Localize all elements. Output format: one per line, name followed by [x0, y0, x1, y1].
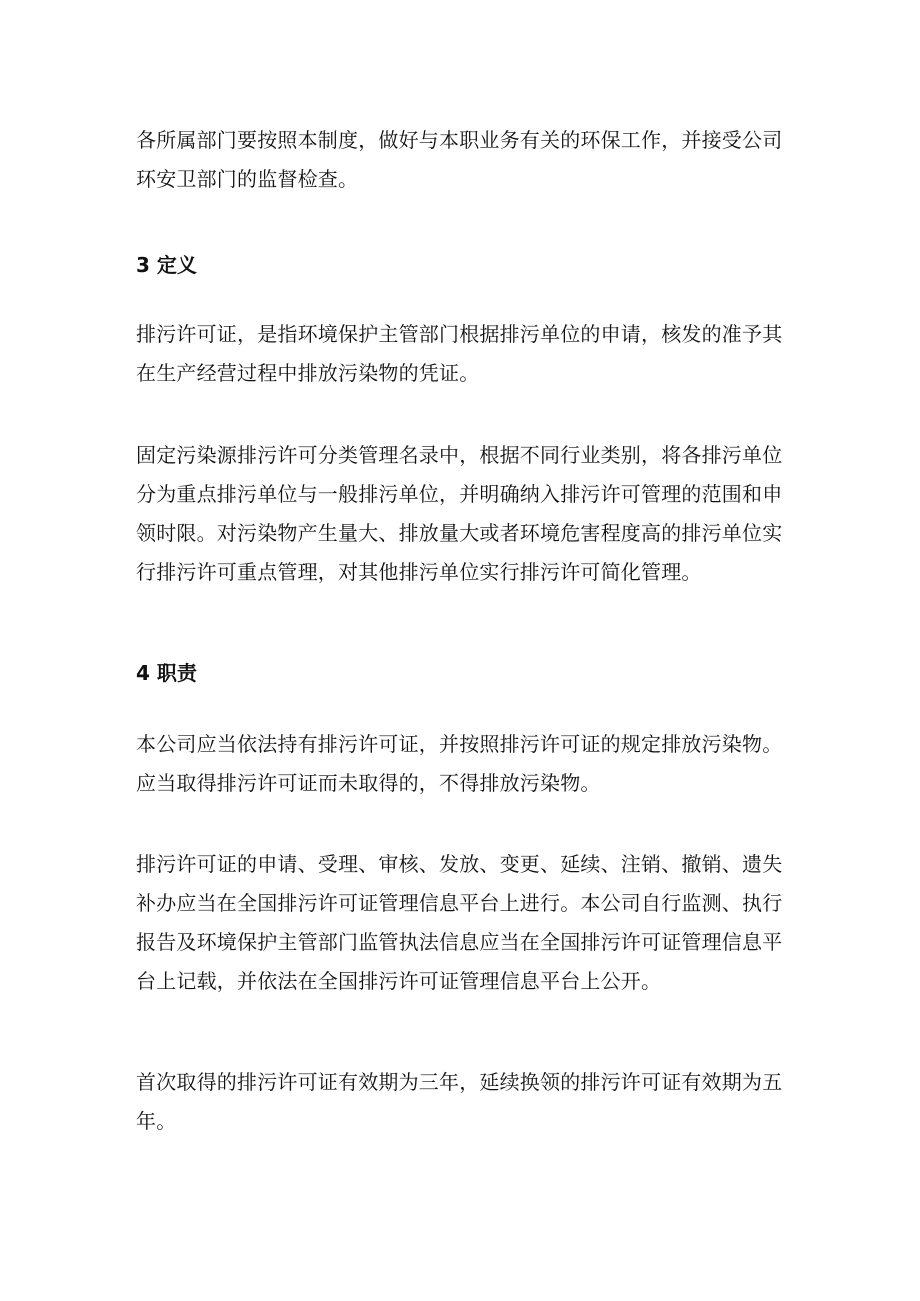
section-heading-duties: 4 职责	[136, 661, 197, 685]
section-heading-definitions: 3 定义	[136, 253, 197, 277]
paragraph-validity: 首次取得的排污许可证有效期为三年，延续换领的排污许可证有效期为五年。	[136, 1070, 783, 1133]
paragraph-hold-permit: 本公司应当依法持有排污许可证，并按照排污许可证的规定排放污染物。应当取得排污许可证而未取得的，不得排放污染物。	[136, 732, 783, 795]
paragraph-responsibility-departments: 各所属部门要按照本制度，做好与本职业务有关的环保工作，并接受公司环安卫部门的监督检查。	[136, 128, 783, 191]
paragraph-platform: 排污许可证的申请、受理、审核、发放、变更、延续、注销、撤销、遗失补办应当在全国排污许可证管理信息平台上进行。本公司自行监测、执行报告及环境保护主管部门监管执法信息应当在全国排污许可证管理信息平台上记载，并依法在全国排污许可证管理信息平台上公开。	[136, 852, 783, 993]
paragraph-classification: 固定污染源排污许可分类管理名录中，根据不同行业类别，将各排污单位分为重点排污单位与一般排污单位，并明确纳入排污许可管理的范围和申领时限。对污染物产生量大、排放量大或者环境危害程度高的排污单位实行排污许可重点管理，对其他排污单位实行排污许可简化管理。	[136, 443, 783, 584]
paragraph-permit-definition: 排污许可证，是指环境保护主管部门根据排污单位的申请，核发的准予其在生产经营过程中排放污染物的凭证。	[136, 322, 783, 385]
